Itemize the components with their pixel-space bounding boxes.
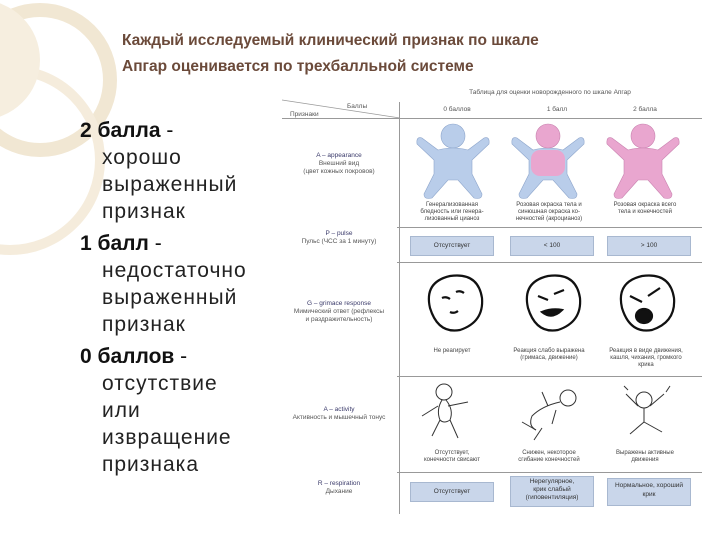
col-header-2: 2 балла: [633, 106, 657, 113]
bullet-body-line: недостаточно: [102, 259, 247, 282]
note-activity-2: Выражены активные движения: [616, 450, 674, 463]
header-rule: [282, 118, 702, 119]
note-grimace-0: Не реагирует: [433, 348, 471, 354]
baby-partial-flex-icon: [512, 382, 588, 444]
note-appearance-0: Генерализованная бледность или генера- лизованный цианоз: [420, 202, 484, 222]
baby-limp-icon: [414, 380, 490, 444]
pulse-cell-2: > 100: [607, 236, 691, 256]
baby-pink-body-blue-limbs-icon: [507, 122, 589, 202]
bullet-body-line: отсутствие: [102, 372, 218, 395]
note-activity-0: Отсутствует, конечности свисают: [423, 450, 480, 463]
bullet-body-line: признак: [102, 200, 186, 223]
bullet-list: [80, 118, 280, 484]
bullet-dash: -: [148, 232, 162, 255]
pulse-cell-0: Отсутствует: [410, 236, 494, 256]
bullet-body-line: или: [102, 399, 141, 422]
baby-face-crying-icon: [612, 268, 680, 336]
row-appearance-label: A – appearance Внешний вид (цвет кожных покровов): [303, 152, 375, 175]
row-rule: [397, 262, 702, 263]
bullet-body-line: выраженный: [102, 286, 238, 309]
bullet-0-points: [80, 344, 280, 478]
corner-points-label: Баллы: [347, 103, 368, 110]
apgar-table: [282, 84, 702, 514]
corner-criteria-label: Признаки: [290, 111, 319, 118]
bullet-1-point: [80, 231, 280, 338]
bullet-head: 0 баллов: [80, 345, 175, 368]
note-grimace-1: Реакция слабо выражена (гримаса, движение): [513, 348, 585, 361]
pulse-cell-1: < 100: [510, 236, 594, 256]
bullet-body-line: хорошо: [102, 146, 182, 169]
bullet-body-line: признак: [102, 313, 186, 336]
table-caption: Таблица для оценки новорожденного по шкале Апгар: [469, 89, 631, 96]
bullet-head: 2 балла: [80, 119, 161, 142]
respiration-cell-2: Нормальное, хороший крик: [607, 478, 691, 506]
col-header-0: 0 баллов: [443, 106, 471, 113]
note-activity-1: Снижен, некоторое сгибание конечностей: [518, 450, 580, 463]
bullet-body-line: выраженный: [102, 173, 238, 196]
column-divider: [399, 102, 400, 514]
row-activity-label: A – activity Активность и мышечный тонус: [292, 406, 386, 421]
note-appearance-2: Розовая окраска всего тела и конечностей: [613, 202, 677, 215]
row-grimace-label: G – grimace response Мимический ответ (рефлексы и раздражительность): [293, 300, 385, 323]
baby-blue-icon: [412, 122, 494, 202]
baby-pink-icon: [602, 122, 684, 202]
bullet-body-line: извращение: [102, 426, 232, 449]
slide-title: [122, 28, 682, 80]
title-line-1: Каждый исследуемый клинический признак по шкале: [122, 32, 539, 49]
bullet-head: 1 балл: [80, 232, 149, 255]
respiration-cell-0: Отсутствует: [410, 482, 494, 502]
note-appearance-1: Розовая окраска тела и синюшная окраска ко- нечностей (акроцианоз): [515, 202, 583, 222]
row-rule: [397, 376, 702, 377]
row-rule: [397, 472, 702, 473]
baby-active-icon: [608, 380, 684, 444]
row-respiration-label: R – respiration Дыхание: [317, 480, 361, 495]
note-grimace-2: Реакция в виде движения, кашля, чихания, громкого крика: [609, 348, 683, 368]
row-pulse-label: P – pulse Пульс (ЧСС за 1 минуту): [301, 230, 377, 245]
baby-face-grimace-icon: [518, 268, 586, 336]
bullet-2-points: [80, 118, 280, 225]
bullet-body-line: признака: [102, 453, 200, 476]
corner-diagonal: [282, 98, 400, 120]
title-line-2: Апгар оценивается по трехбалльной системе: [122, 58, 474, 75]
col-header-1: 1 балл: [546, 106, 568, 113]
respiration-cell-1: Нерегулярное, крик слабый (гиповентиляция): [510, 476, 594, 507]
bullet-dash: -: [174, 345, 188, 368]
baby-face-neutral-icon: [420, 268, 488, 336]
row-rule: [397, 227, 702, 228]
bullet-dash: -: [160, 119, 174, 142]
